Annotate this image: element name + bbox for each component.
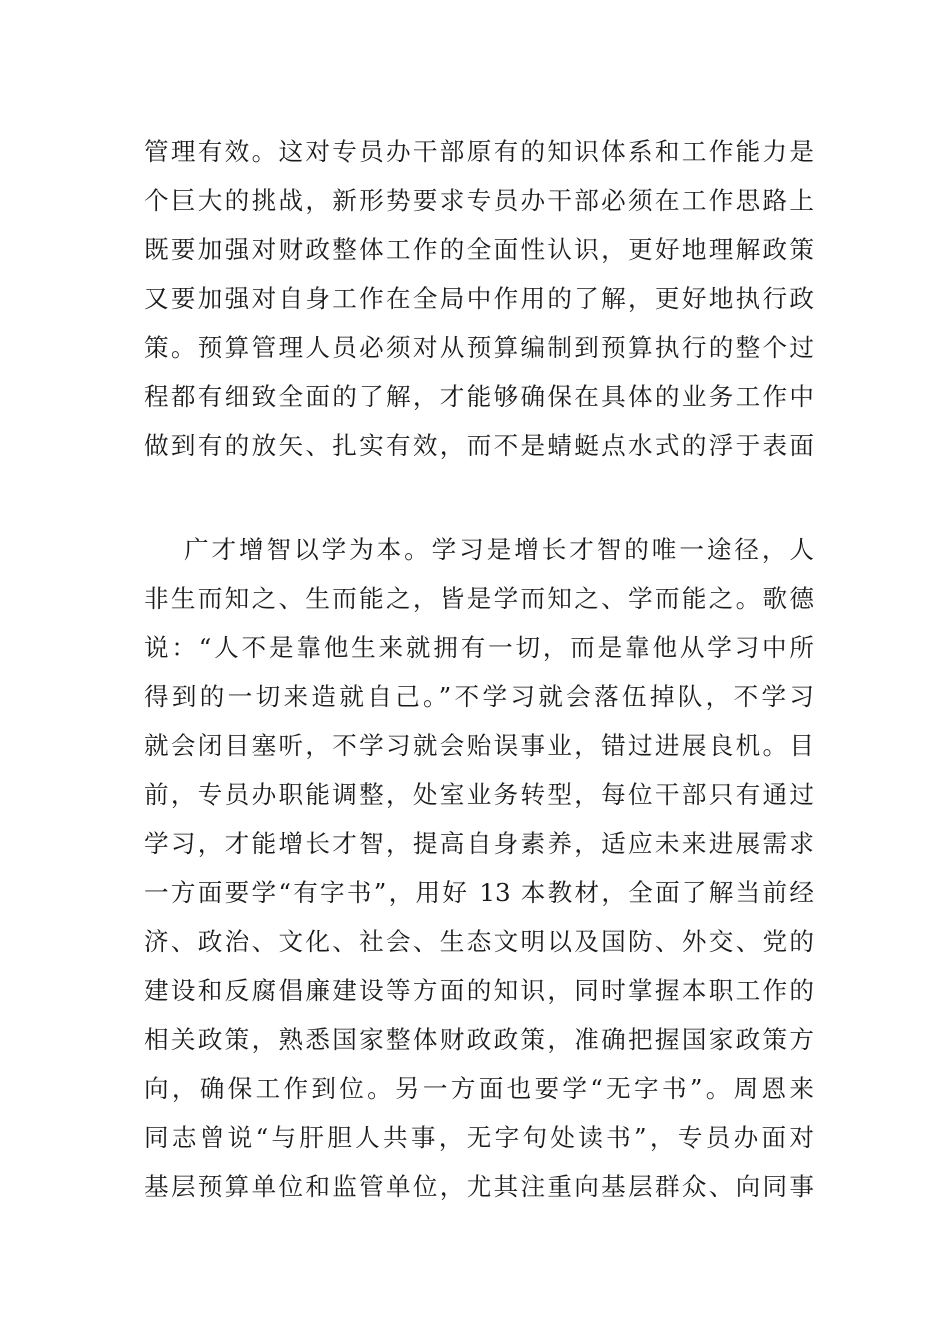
paragraph-line: 做到有的放矢、扎实有效，而不是蜻蜓点水式的浮于表面	[144, 431, 814, 460]
paragraph-line: 管理有效。这对专员办干部原有的知识体系和工作能力是	[144, 137, 814, 166]
paragraph-line: 广才增智以学为本。学习是增长才智的唯一途径，人	[184, 535, 814, 564]
paragraph-line: 基层预算单位和监管单位，尤其注重向基层群众、向同事	[144, 1172, 814, 1201]
paragraph-line: 济、政治、文化、社会、生态文明以及国防、外交、党的	[144, 927, 814, 956]
paragraph-line: 策。预算管理人员必须对从预算编制到预算执行的整个过	[144, 333, 814, 362]
paragraph-line: 学习，才能增长才智，提高自身素养，适应未来进展需求	[144, 829, 814, 858]
paragraph-line: 说：“人不是靠他生来就拥有一切，而是靠他从学习中所	[144, 633, 814, 662]
paragraph-line: 就会闭目塞听，不学习就会贻误事业，错过进展良机。目	[144, 731, 814, 760]
paragraph-line: 向，确保工作到位。另一方面也要学“无字书”。周恩来	[144, 1074, 814, 1103]
paragraph-line: 相关政策，熟悉国家整体财政政策，准确把握国家政策方	[144, 1025, 814, 1054]
paragraph-2	[144, 525, 814, 1211]
paragraph-line: 既要加强对财政整体工作的全面性认识，更好地理解政策	[144, 235, 814, 264]
paragraph-line: 同志曾说“与肝胆人共事，无字句处读书”，专员办面对	[144, 1123, 814, 1152]
paragraph-1	[144, 127, 814, 470]
paragraph-line: 非生而知之、生而能之，皆是学而知之、学而能之。歌德	[144, 584, 814, 613]
paragraph-line: 建设和反腐倡廉建设等方面的知识，同时掌握本职工作的	[144, 976, 814, 1005]
paragraph-line: 程都有细致全面的了解，才能够确保在具体的业务工作中	[144, 382, 814, 411]
paragraph-line: 前，专员办职能调整，处室业务转型，每位干部只有通过	[144, 780, 814, 809]
paragraph-line: 一方面要学“有字书”，用好 13 本教材，全面了解当前经	[144, 878, 814, 907]
paragraph-line: 得到的一切来造就自己。”不学习就会落伍掉队，不学习	[144, 682, 814, 711]
paragraph-line: 又要加强对自身工作在全局中作用的了解，更好地执行政	[144, 284, 814, 313]
paragraph-line: 个巨大的挑战，新形势要求专员办干部必须在工作思路上	[144, 186, 814, 215]
